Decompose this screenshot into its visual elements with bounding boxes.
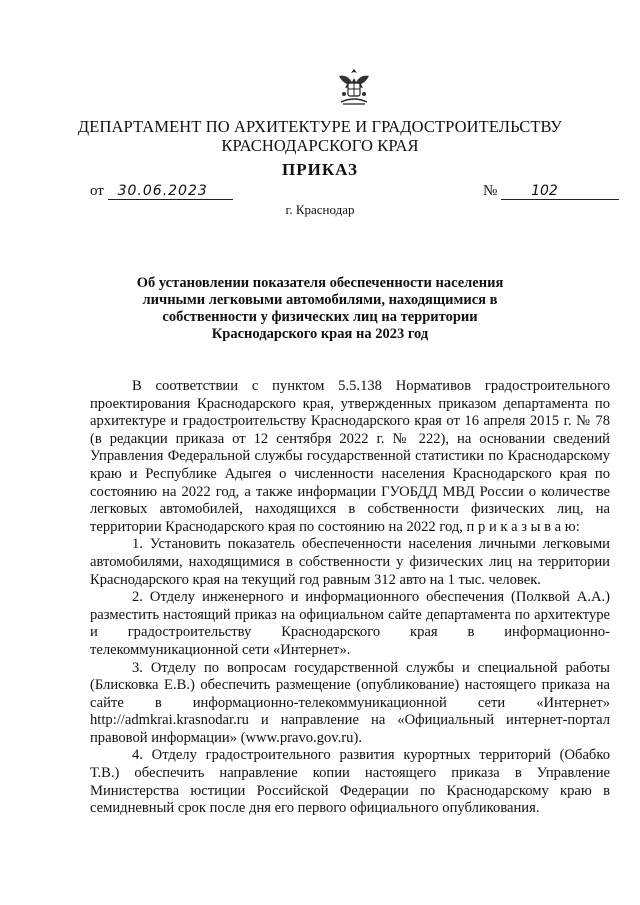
order-body — [90, 378, 610, 818]
subject-line3: собственности у физических лиц на территории — [162, 309, 478, 325]
clause-4: 4. Отделу градостроительного развития курортных территорий (Обабко Т.В.) обеспечить направление копии настоящего приказа в Управление Министерства юстиции Российской Федерации по Краснодарскому краю в семидневный срок после дня его первого официального опубликования. — [90, 747, 610, 817]
date-prefix: от — [90, 183, 104, 199]
order-date — [90, 183, 233, 200]
preamble-paragraph: В соответствии с пунктом 5.5.138 Нормативов градостроительного проектирования Краснодарского края, утвержденных приказом департамента по архитектуре и градостроительству Краснодарского края от 16 апреля 2015 г. № 78 (в редакции приказа от 12 сентября 2022 г. № 222), на основании сведений Управления Федеральной службы государственной статистики по Краснодарскому краю и Республике Адыгея о численности населения Краснодарского края по состоянию на 2022 год, а также информации ГУОБДД МВД России о количестве легковых автомобилей, находящихся в собственности физических лиц, на территории Краснодарского края по состоянию на 2022 год, п р и к а з ы в а ю: — [90, 378, 610, 535]
order-subject — [0, 275, 640, 343]
subject-line4: Краснодарского края на 2023 год — [211, 326, 429, 342]
subject-line2: личными легковыми автомобилями, находящимися в — [142, 292, 498, 308]
city: г. Краснодар — [285, 202, 355, 217]
clause-2: 2. Отделу инженерного и информационного обеспечения (Полквой А.А.) разместить настоящий приказ на официальном сайте департамента по архитектуре и градостроительству Краснодарского края в информационно-телекоммуникационной сети «Интернет». — [90, 589, 610, 658]
department-header — [0, 117, 640, 155]
number-prefix: № — [483, 183, 498, 199]
order-number — [483, 183, 619, 200]
clause-3: 3. Отделу по вопросам государственной службы и специальной работы (Блисковка Е.В.) обеспечить размещение (опубликование) настоящего приказа на сайте в информационно-телекоммуникационной сети «Интернет» http://admkrai.krasnodar.ru и направление на «Официальный интернет-портал правовой информации» (www.pravo.gov.ru). — [90, 659, 610, 746]
department-name-line1: ДЕПАРТАМЕНТ ПО АРХИТЕКТУРЕ И ГРАДОСТРОИТЕЛЬСТВУ — [77, 117, 563, 136]
coat-of-arms-icon — [333, 66, 375, 108]
order-title: ПРИКАЗ — [282, 160, 358, 179]
number-value: 102 — [501, 183, 619, 200]
clause-1: 1. Установить показатель обеспеченности населения личными легковыми автомобилями, находящимися в собственности у физических лиц на территории Краснодарского края на текущий год равным 312 авто на 1 тыс. человек. — [90, 536, 610, 588]
subject-line1: Об установлении показателя обеспеченности населения — [136, 275, 504, 291]
department-name-line2: КРАСНОДАРСКОГО КРАЯ — [221, 136, 419, 155]
date-value: 30.06.2023 — [108, 183, 233, 200]
